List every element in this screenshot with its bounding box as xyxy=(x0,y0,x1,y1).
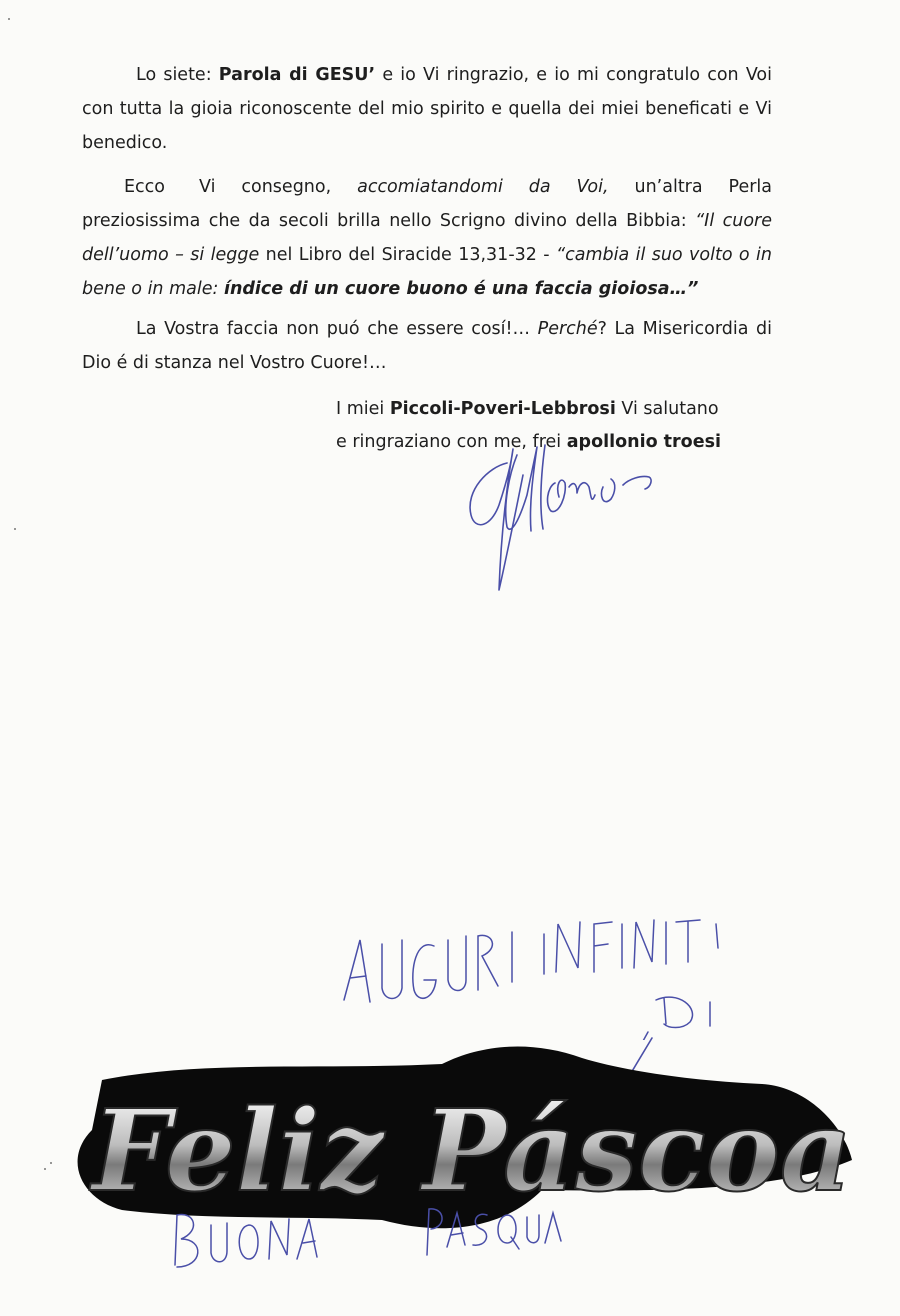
p3-text-1: La Vostra faccia non puó che essere cosí!… xyxy=(136,319,538,339)
paper-speck xyxy=(44,1168,46,1170)
handwritten-buona-pasqua xyxy=(165,1195,565,1285)
closing-bold: Piccoli-Poveri-Lebbrosi xyxy=(389,399,616,419)
p1-text-1: Lo siete: xyxy=(136,65,219,85)
banner-text: Feliz Páscoa xyxy=(89,1086,853,1217)
p2-bold-italic: índice di un cuore buono é una faccia gioiosa…” xyxy=(223,279,699,299)
p2-text-3: un’altra Perla preziosissima che da secoli brilla nello Scrigno divino della Bibbia: xyxy=(82,177,772,231)
paragraph-3 xyxy=(82,312,772,380)
handwritten-signature xyxy=(455,435,665,600)
paper-speck xyxy=(50,1162,52,1164)
closing-text: Vi salutano xyxy=(615,399,719,419)
p2-text-2: Vi consegno, xyxy=(199,177,358,197)
p2-italic-2: “Il cuore dell’uomo – si legge xyxy=(82,211,772,265)
handwritten-greeting xyxy=(330,910,770,1040)
closing-text: I miei xyxy=(336,399,390,419)
p2-italic-3: “cambia il suo volto o in bene o in male: xyxy=(82,245,772,299)
p1-bold: Parola di GESU’ xyxy=(218,65,376,85)
paper-speck xyxy=(8,18,10,20)
p2-text-1: Ecco xyxy=(124,177,166,197)
signer-name: apollonio troesi xyxy=(566,432,721,452)
paragraph-2 xyxy=(82,170,772,306)
paragraph-1 xyxy=(82,58,772,160)
p2-italic-1: accomiatandomi da Voi, xyxy=(357,177,609,197)
paper-speck xyxy=(14,528,16,530)
p3-italic: Perché xyxy=(537,319,598,339)
p3-text-2: ? La Misericordia di Dio é di stanza nel Vostro Cuore!… xyxy=(82,319,772,373)
p1-text-2: e io Vi ringrazio, e io mi congratulo con Voi con tutta la gioia riconoscente del mio spirito e quella dei miei beneficati e Vi benedico. xyxy=(82,65,772,153)
p2-text-4: nel Libro del Siracide 13,31-32 - xyxy=(259,245,557,265)
closing-line-1 xyxy=(336,393,796,426)
closing-text: e ringraziano con me, frei xyxy=(336,432,567,452)
